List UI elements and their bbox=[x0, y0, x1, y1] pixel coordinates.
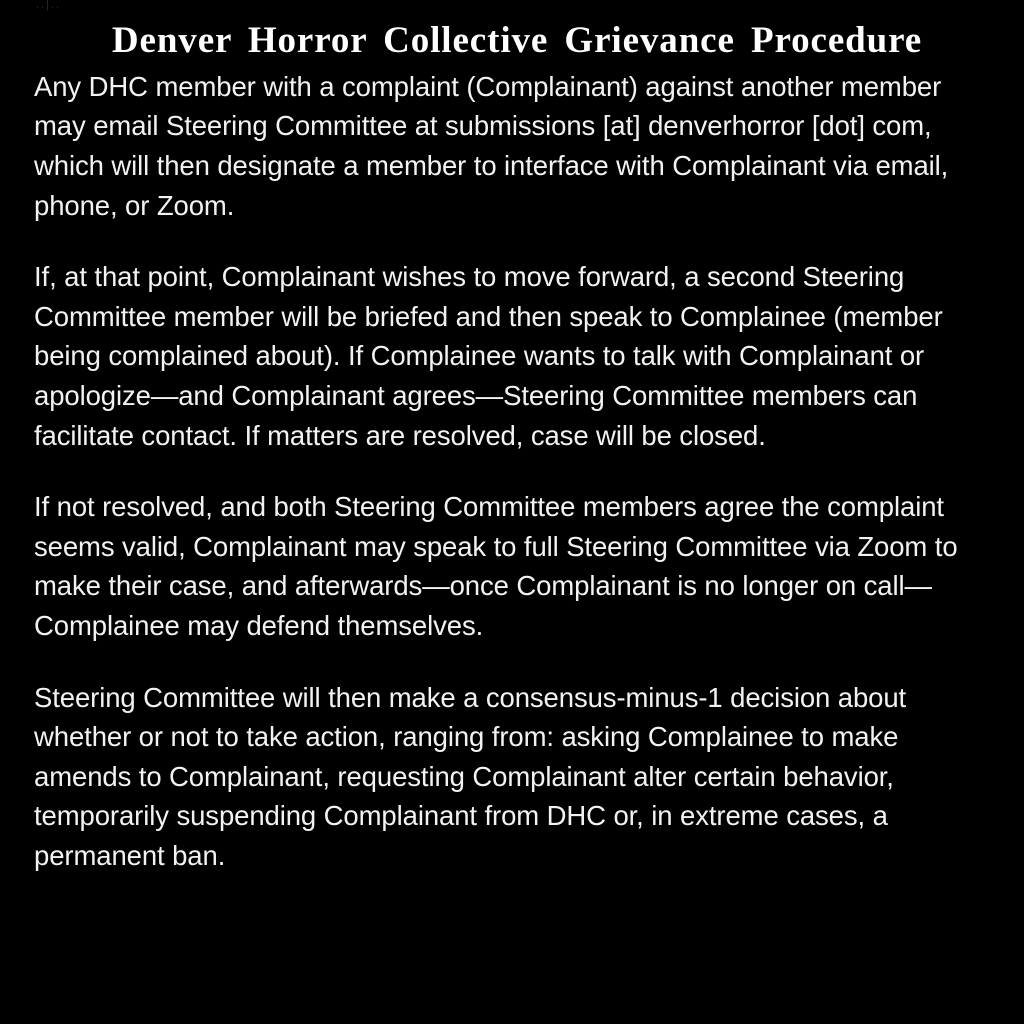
paragraph: Steering Committee will then make a consensus-minus-1 decision about whether or not to take action, ranging from: asking Complainee to make amends to Complainant, requesting Complainant alter certain behavior, temporarily suspending Complainant from DHC or, in extreme cases, a permanent ban. bbox=[34, 681, 907, 871]
paragraph: If not resolved, and both Steering Committee members agree the complaint seems valid, Complainant may speak to full Steering Committee via Zoom to make their case, and afterwards—once Complainant is no longer on call—Complainee may defend themselves. bbox=[34, 491, 958, 641]
paragraph: Any DHC member with a complaint (Complainant) against another member may email Steering Committee at submissions [at] denverhorror [dot] com, which will then designate a member to interface with Complainant via email, phone, or Zoom. bbox=[34, 70, 949, 221]
document-body bbox=[34, 67, 1000, 876]
corner-mark: ..|.. bbox=[36, 0, 62, 11]
paragraph: If, at that point, Complainant wishes to move forward, a second Steering Committee member will be briefed and then speak to Complainee (member being complained about). If Complainee wants to talk with Complainant or apologize—and Complainant agrees—Steering Committee members can facilitate contact. If matters are resolved, case will be closed. bbox=[34, 261, 943, 451]
page-title: Denver Horror Collective Grievance Procedure bbox=[111, 20, 923, 61]
